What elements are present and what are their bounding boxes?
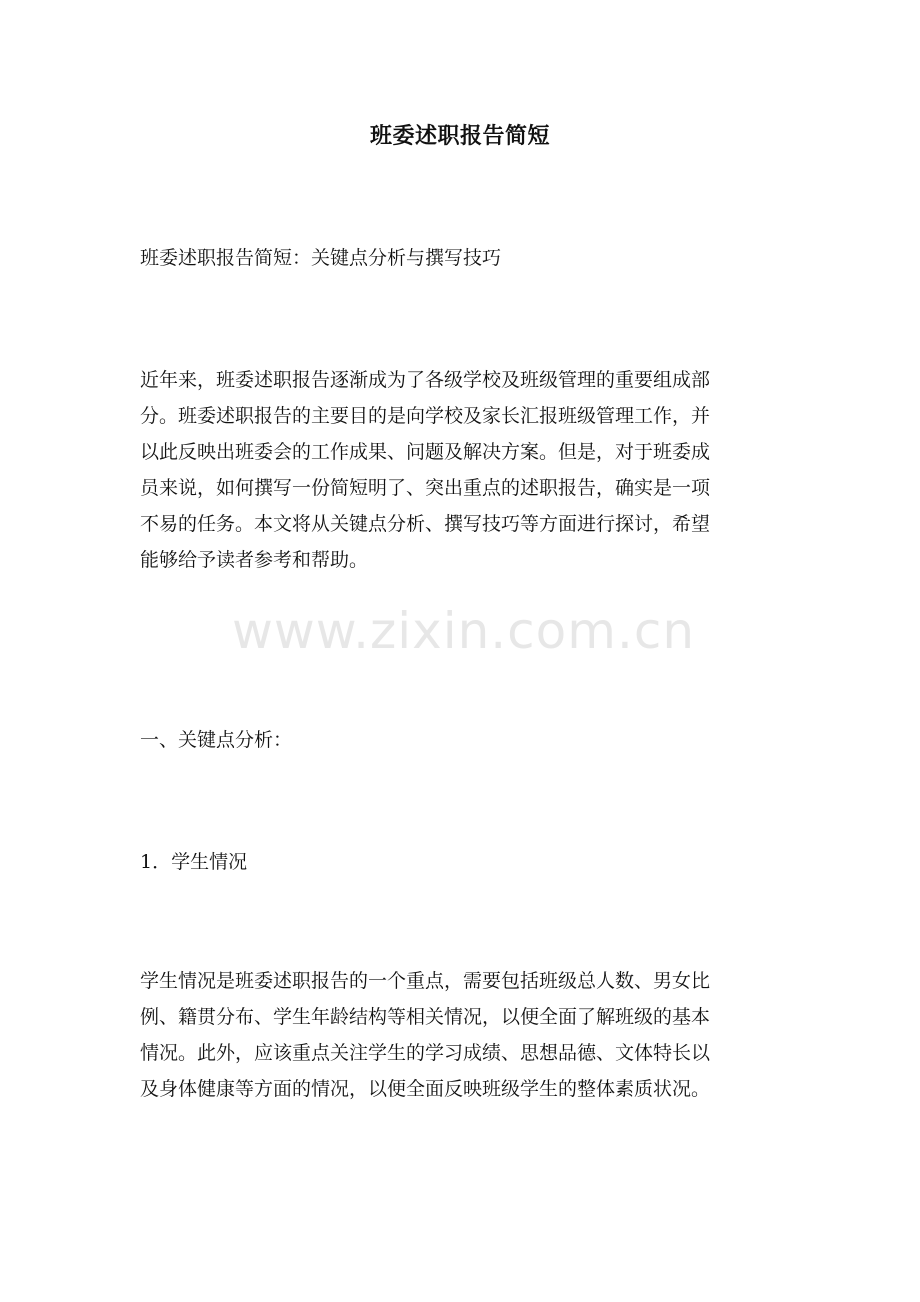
document-subtitle: 班委述职报告简短：关键点分析与撰写技巧 (140, 247, 502, 269)
intro-line: 近年来，班委述职报告逐渐成为了各级学校及班级管理的重要组成部 (140, 369, 711, 391)
intro-line: 分。班委述职报告的主要目的是向学校及家长汇报班级管理工作，并 (140, 405, 711, 427)
students-line: 例、籍贯分布、学生年龄结构等相关情况，以便全面了解班级的基本 (140, 1006, 711, 1028)
students-line: 及身体健康等方面的情况，以便全面反映班级学生的整体素质状况。 (140, 1078, 711, 1100)
intro-paragraph (140, 362, 780, 578)
document-title: 班委述职报告简短 (369, 123, 550, 149)
intro-line: 不易的任务。本文将从关键点分析、撰写技巧等方面进行探讨，希望 (140, 513, 711, 535)
students-line: 学生情况是班委述职报告的一个重点，需要包括班级总人数、男女比 (140, 970, 711, 992)
intro-line: 以此反映出班委会的工作成果、问题及解决方案。但是，对于班委成 (140, 441, 711, 463)
intro-line: 能够给予读者参考和帮助。 (140, 549, 369, 571)
students-paragraph (140, 963, 780, 1107)
section-heading: 一、关键点分析： (140, 729, 293, 751)
intro-line: 员来说，如何撰写一份简短明了、突出重点的述职报告，确实是一项 (140, 477, 711, 499)
students-line: 情况。此外，应该重点关注学生的学习成绩、思想品德、文体特长以 (140, 1042, 711, 1064)
subsection-heading: 1．学生情况 (140, 851, 248, 873)
watermark: www.zixin.com.cn (232, 602, 696, 660)
